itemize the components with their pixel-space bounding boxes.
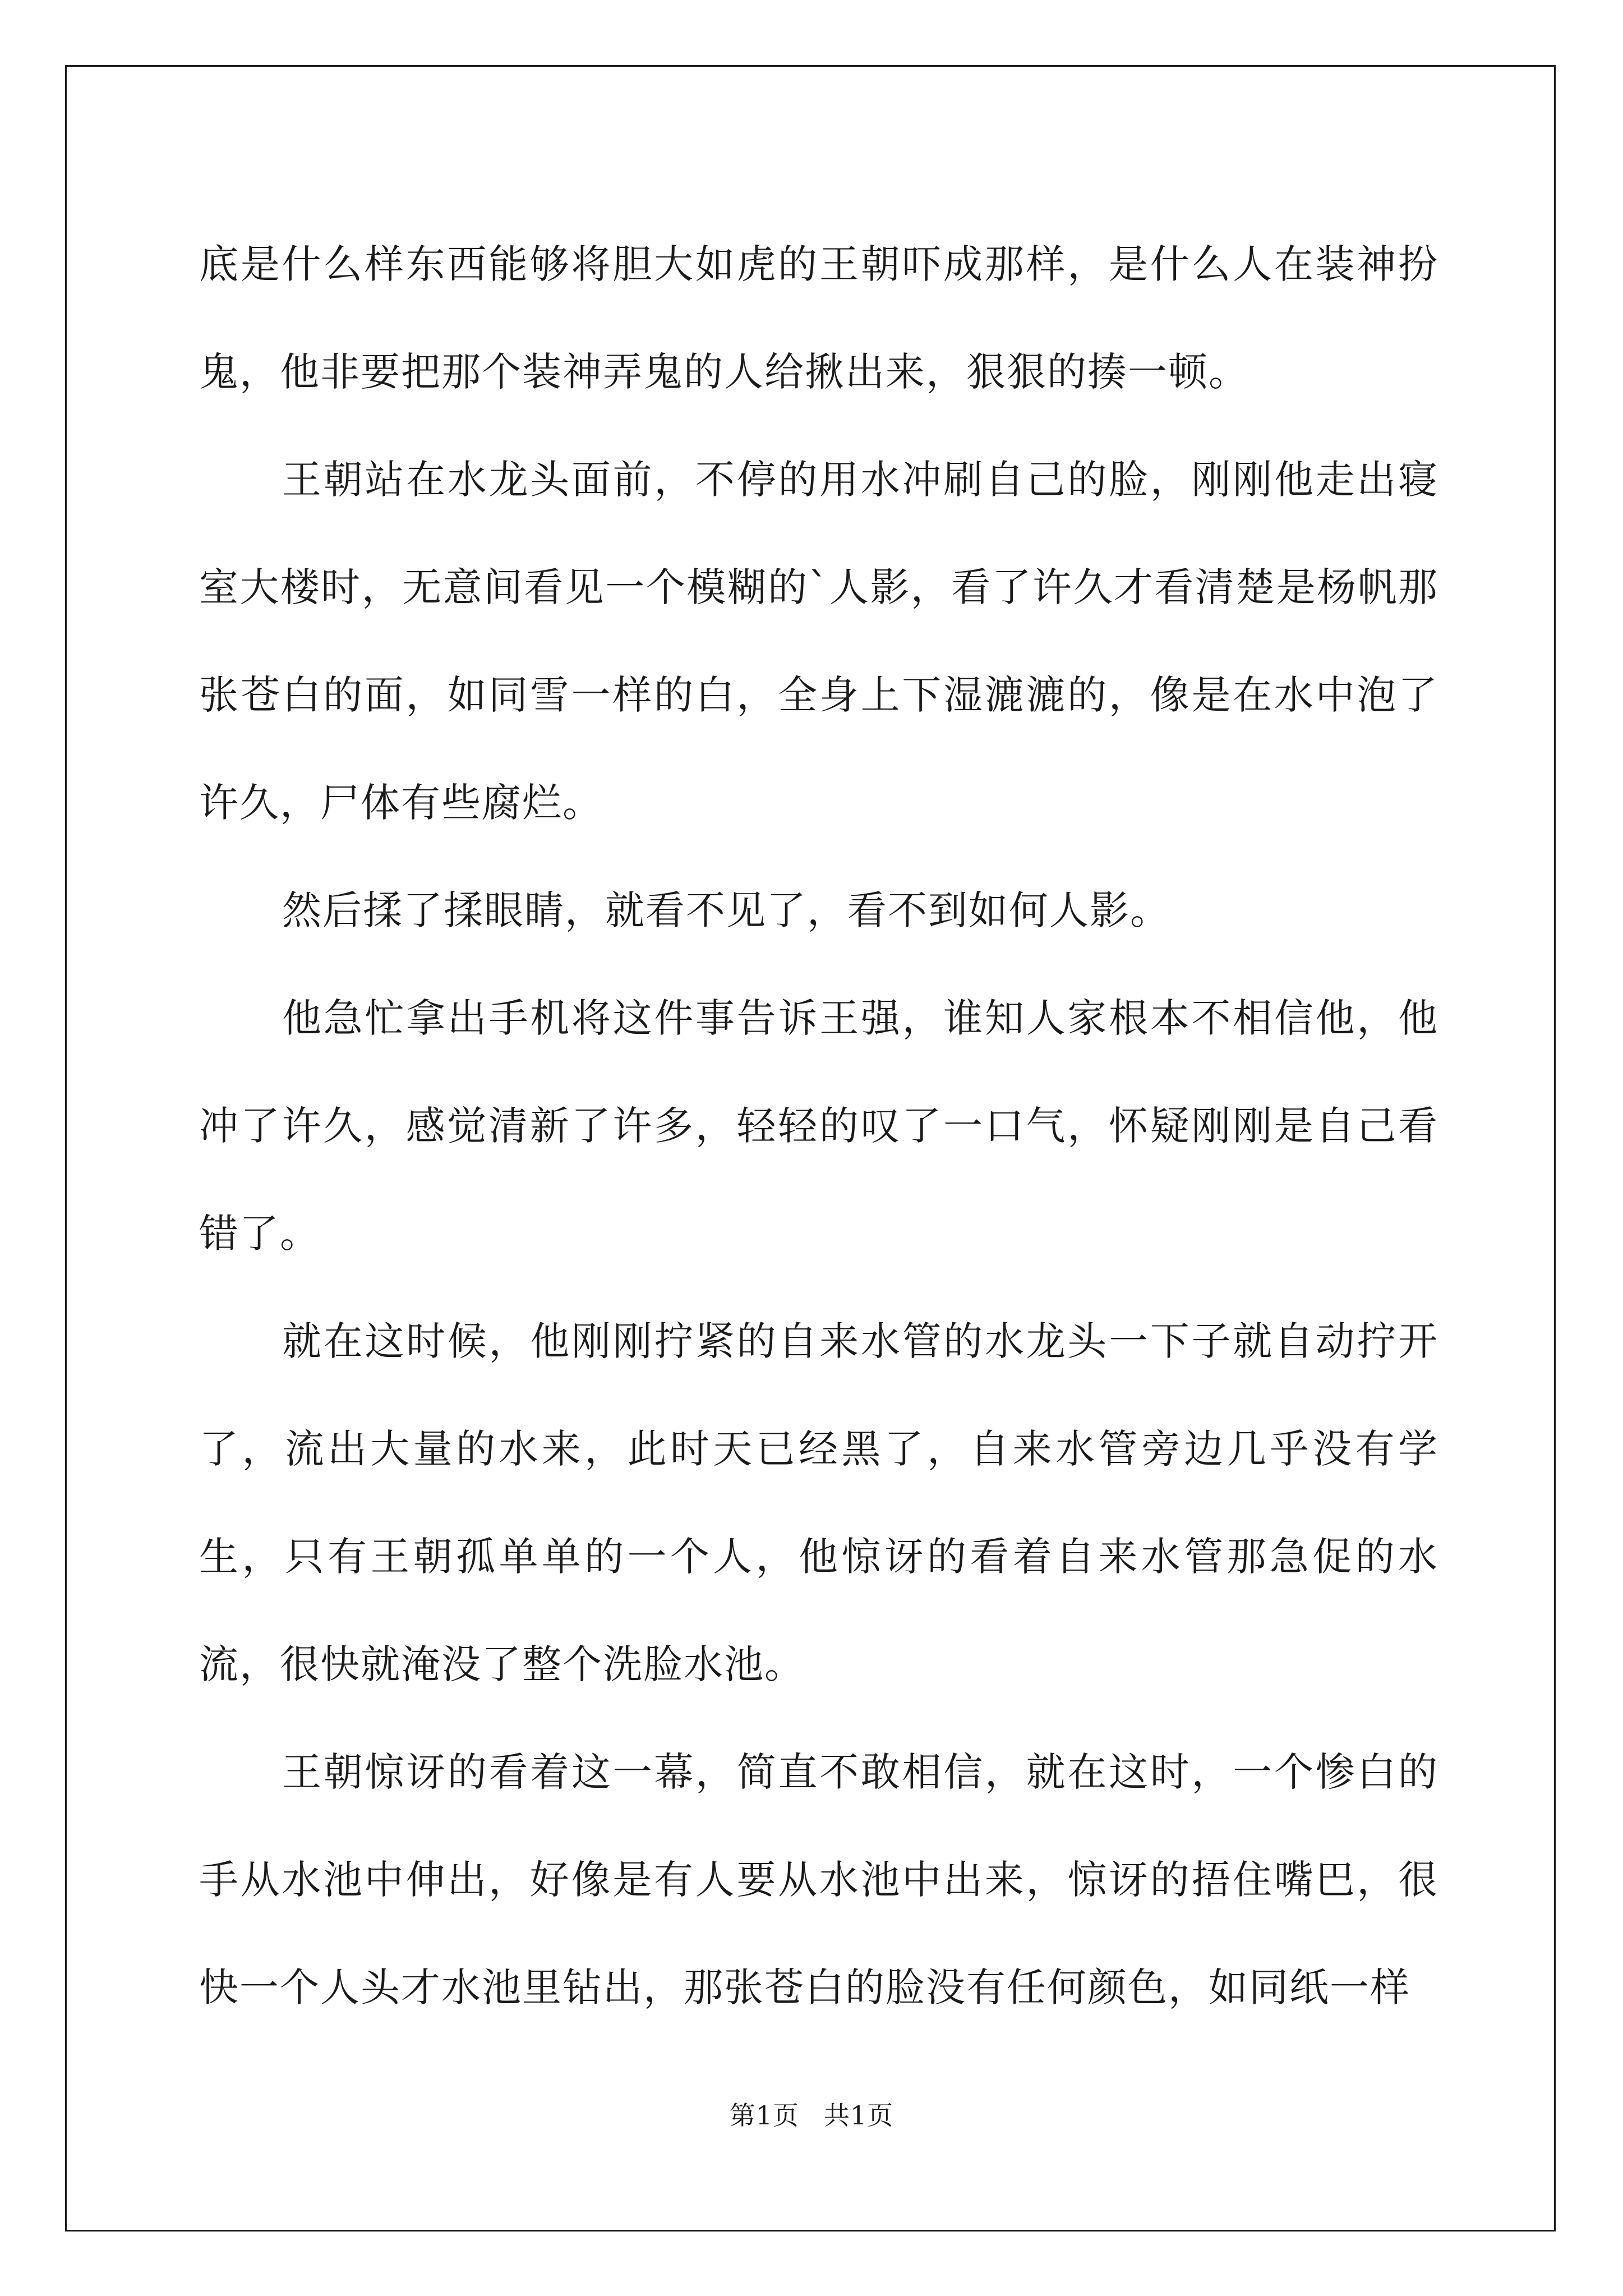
- paragraph-4: 他急忙拿出手机将这件事告诉王强，谁知人家根本不相信他，他冲了许久，感觉清新了许多，轻轻的叹了一口气，怀疑刚刚是自己看错了。: [199, 995, 1438, 1257]
- paragraph-2: 王朝站在水龙头面前，不停的用水冲刷自己的脸，刚刚他走出寝室大楼时，无意间看见一个模糊的`人影，看了许久才看清楚是杨帆那张苍白的面，如同雪一样的白，全身上下湿漉漉的，像是在水中泡了许久，尸体有些腐烂。: [199, 457, 1438, 826]
- paragraph-1: 底是什么样东西能够将胆大如虎的王朝吓成那样，是什么人在装神扮鬼，他非要把那个装神弄鬼的人给揪出来，狠狠的揍一顿。: [199, 241, 1438, 395]
- paragraph-5: 就在这时候，他刚刚拧紧的自来水管的水龙头一下子就自动拧开了，流出大量的水来，此时天已经黑了，自来水管旁边几乎没有学生，只有王朝孤单单的一个人，他惊讶的看着自来水管那急促的水流，很快就淹没了整个洗脸水池。: [199, 1318, 1438, 1687]
- paragraph-3: 然后揉了揉眼睛，就看不见了，看不到如何人影。: [282, 887, 1170, 933]
- document-body: [199, 210, 1438, 2041]
- page-footer: [0, 2095, 1623, 2132]
- page-number-current: 第1页: [729, 2100, 799, 2131]
- paragraph-6: 王朝惊讶的看着这一幕，简直不敢相信，就在这时，一个惨白的手从水池中伸出，好像是有人要从水池中出来，惊讶的捂住嘴巴，很快一个人头才水池里钻出，那张苍白的脸没有任何颜色，如同纸一样: [199, 1749, 1438, 2010]
- page-number-total: 共1页: [824, 2100, 894, 2131]
